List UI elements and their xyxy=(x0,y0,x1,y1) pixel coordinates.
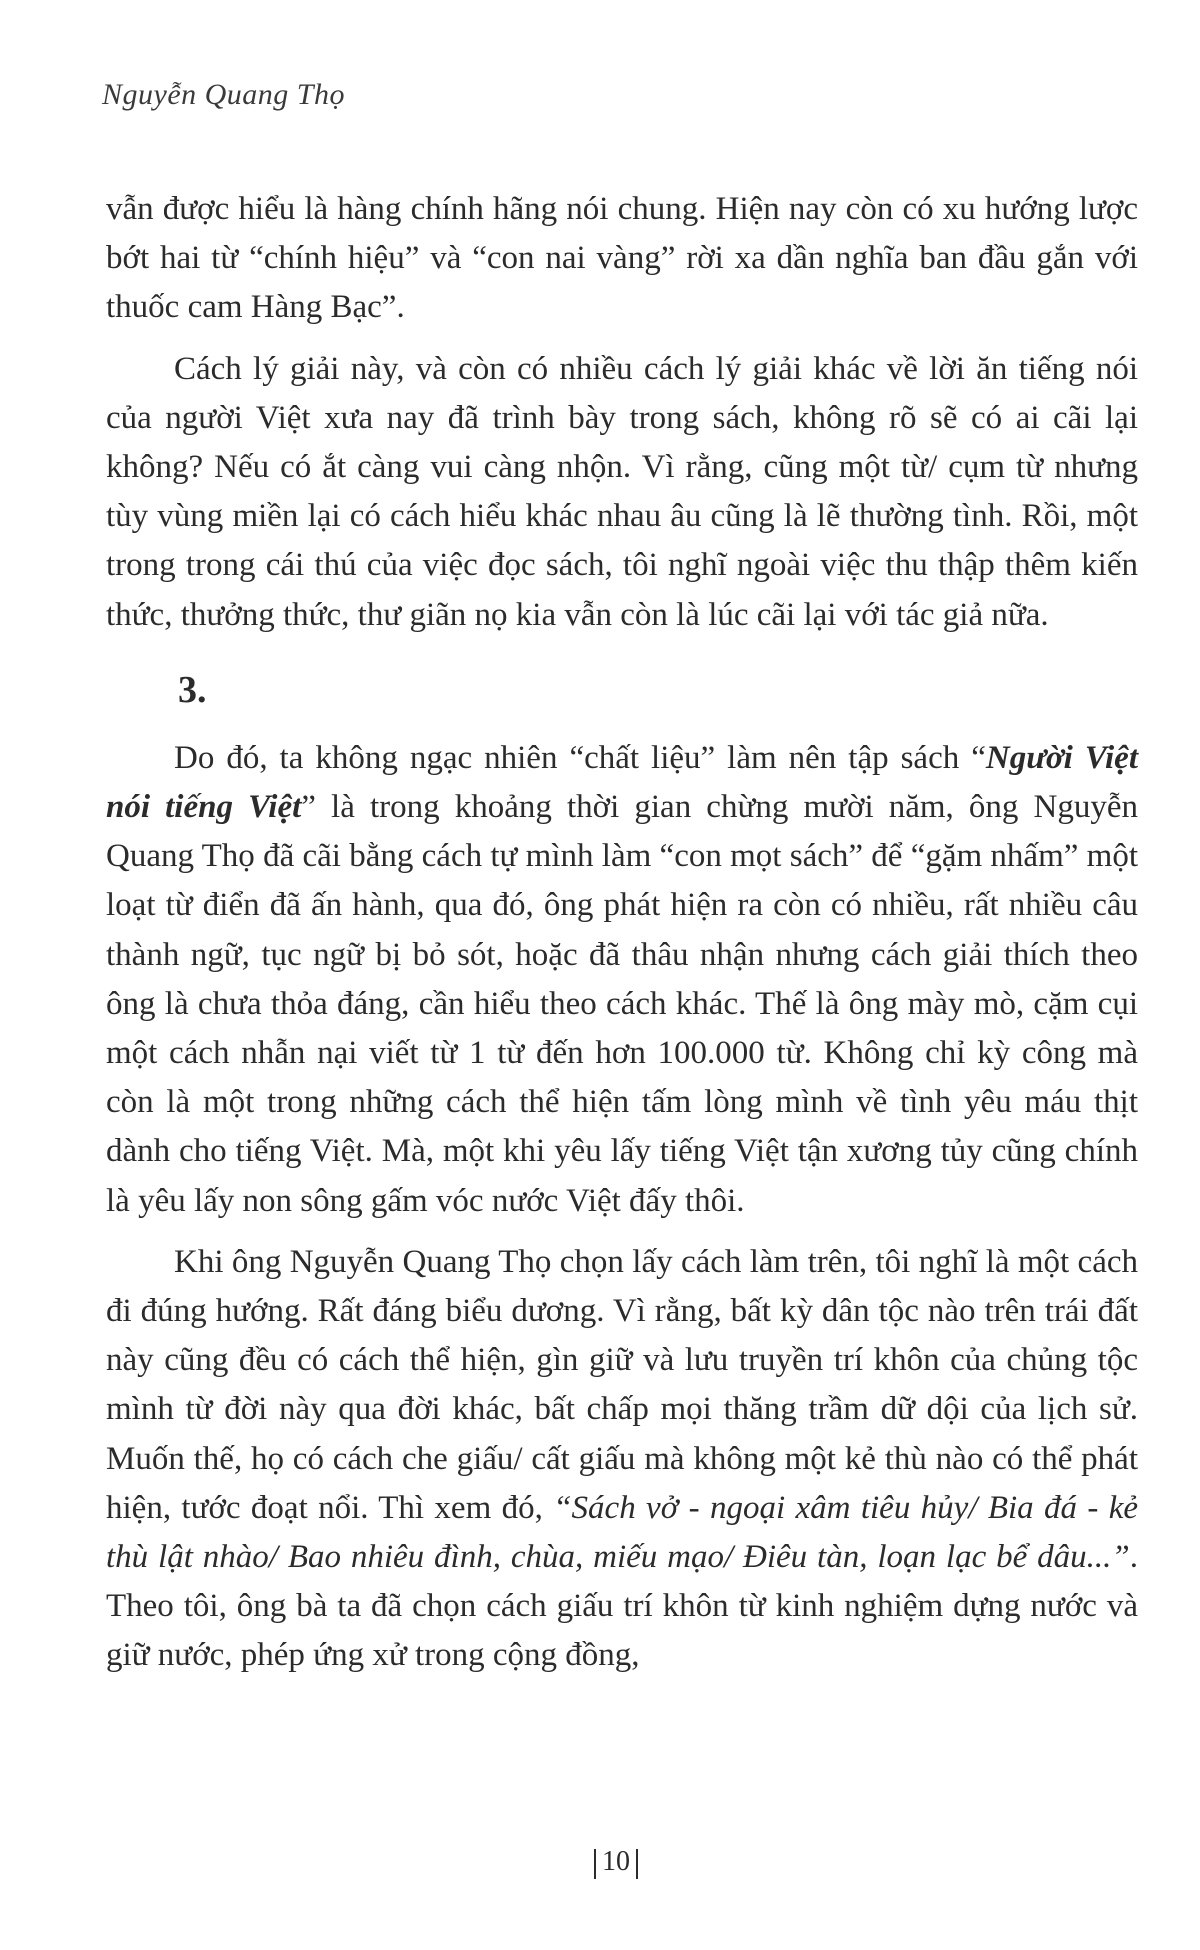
body-text xyxy=(106,185,1138,1681)
paragraph-2: Cách lý giải này, và còn có nhiều cách lý giải khác về lời ăn tiếng nói của người Việt xưa nay đã trình bày trong sách, không rõ sẽ có ai cãi lại không? Nếu có ắt càng vui càng nhộn. Vì rằng, cũng một từ/ cụm từ nhưng tùy vùng miền lại có cách hiểu khác nhau âu cũng là lẽ thường tình. Rồi, một trong trong cái thú của việc đọc sách, tôi nghĩ ngoài việc thu thập thêm kiến thức, thưởng thức, thư giãn nọ kia vẫn còn là lúc cãi lại với tác giả nữa. xyxy=(106,350,1138,633)
paragraph-4-start: Khi ông Nguyễn Quang Thọ chọn lấy cách làm trên, tôi nghĩ là một cách đi đúng hướng. Rất đáng biểu dương. Vì rằng, bất kỳ dân tộc nào trên trái đất này cũng đều có cách thể hiện, gìn giữ và lưu truyền trí khôn của chủng tộc mình từ đời này qua đời khác, bất chấp mọi thăng trầm dữ dội của lịch sử. Muốn thế, họ có cách che giấu/ cất giấu mà không một kẻ thù nào có thể phát hiện, tước đoạt nổi. Thì xem đó, xyxy=(106,1243,1138,1526)
page-number-right-rule xyxy=(636,1849,638,1879)
poem-quote: “Sách vở - ngoại xâm tiêu hủy/ Bia đá - kẻ thù lật nhào/ Bao nhiêu đình, chùa, miếu mạo/ Điêu tàn, loạn lạc bể dâu...” xyxy=(106,1489,1138,1576)
page-number xyxy=(0,1846,1200,1879)
paragraph-3 xyxy=(106,734,1138,1226)
page-number-left-rule xyxy=(594,1849,596,1879)
book-title: Người Việt nói tiếng Việt xyxy=(106,739,1139,826)
paragraph-3-start: Do đó, ta không ngạc nhiên “chất liệu” làm nên tập sách “ xyxy=(174,739,986,776)
paragraph-4 xyxy=(106,1238,1138,1681)
paragraph-3-rest: ” là trong khoảng thời gian chừng mười năm, ông Nguyễn Quang Thọ đã cãi bằng cách tự mình làm “con mọt sách” để “gặm nhấm” một loạt từ điển đã ấn hành, qua đó, ông phát hiện ra còn có nhiều, rất nhiều câu thành ngữ, tục ngữ bị bỏ sót, hoặc đã thâu nhận nhưng cách giải thích theo ông là chưa thỏa đáng, cần hiểu theo cách khác. Thế là ông mày mò, cặm cụi một cách nhẫn nại viết từ 1 từ đến hơn 100.000 từ. Không chỉ kỳ công mà còn là một trong những cách thể hiện tấm lòng mình về tình yêu máu thịt dành cho tiếng Việt. Mà, một khi yêu lấy tiếng Việt tận xương tủy cũng chính là yêu lấy non sông gấm vóc nước Việt đấy thôi. xyxy=(106,789,1138,1219)
section-heading: 3. xyxy=(178,668,207,711)
page-number-value: 10 xyxy=(602,1846,630,1877)
paragraph-1: vẫn được hiểu là hàng chính hãng nói chung. Hiện nay còn có xu hướng lược bớt hai từ “chính hiệu” và “con nai vàng” rời xa dần nghĩa ban đầu gắn với thuốc cam Hàng Bạc”. xyxy=(106,191,1138,326)
paragraph-4-rest: . Theo tôi, ông bà ta đã chọn cách giấu trí khôn từ kinh nghiệm dựng nước và giữ nước, phép ứng xử trong cộng đồng, xyxy=(106,1539,1138,1674)
running-head: Nguyễn Quang Thọ xyxy=(102,78,345,111)
